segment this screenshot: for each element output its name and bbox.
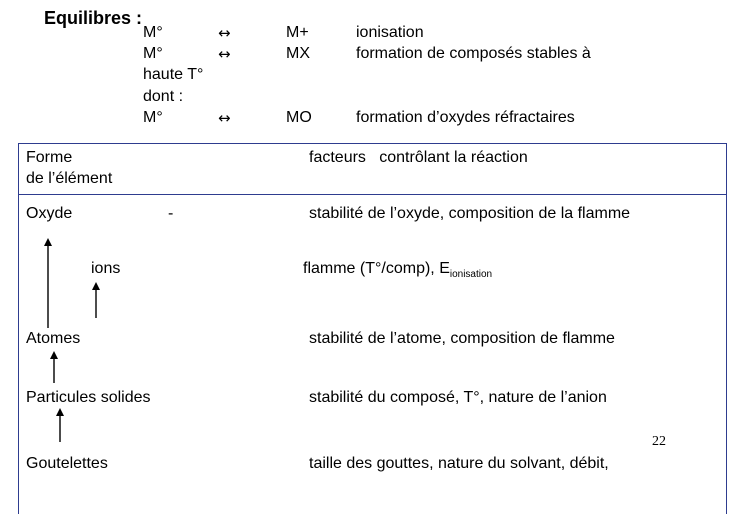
eq3-arrow: ↔ bbox=[218, 109, 231, 127]
eq3-right: MO bbox=[286, 109, 312, 126]
row-goutelettes-form: Goutelettes bbox=[26, 455, 108, 472]
section-title: Equilibres : bbox=[44, 8, 143, 28]
row-ions-factors: flamme (T°/comp), $E_{ionisation}$ bbox=[303, 260, 493, 281]
row-oxyde-dash: - bbox=[168, 205, 174, 222]
arrow-up-icon bbox=[46, 351, 62, 385]
eq3-desc: formation d’oxydes réfractaires bbox=[356, 109, 575, 126]
eq1-left: M° bbox=[143, 24, 163, 41]
table-header-divider bbox=[18, 194, 727, 195]
row-oxyde-form: Oxyde bbox=[26, 205, 73, 222]
eq2-left: M° bbox=[143, 45, 163, 62]
row-ions-form: ions bbox=[91, 260, 121, 277]
row-atomes-form: Atomes bbox=[26, 330, 81, 347]
eq2-continuation: haute T° bbox=[143, 66, 204, 83]
page-number: 22 bbox=[652, 434, 666, 449]
ionisation-subscript: ionisation bbox=[449, 269, 493, 281]
arrow-up-icon bbox=[40, 238, 56, 330]
row-atomes-factors: stabilité de l’atome, composition de flamme bbox=[309, 330, 615, 347]
row-goutelettes-factors: taille des gouttes, nature du solvant, débit, bbox=[309, 455, 609, 472]
row-particules-form: Particules solides bbox=[26, 389, 151, 406]
eq1-right: M+ bbox=[286, 24, 309, 41]
row-particules-factors: stabilité du composé, T°, nature de l’anion bbox=[309, 389, 607, 406]
arrow-up-icon bbox=[52, 408, 68, 444]
row-oxyde-factors: stabilité de l’oxyde, composition de la flamme bbox=[309, 205, 631, 222]
eq2-right: MX bbox=[286, 45, 310, 62]
header-form-line1: Forme bbox=[26, 149, 73, 166]
dont-label: dont : bbox=[143, 88, 184, 105]
header-form-line2: de l’élément bbox=[26, 170, 113, 187]
arrow-up-icon bbox=[88, 282, 104, 320]
eq2-arrow: ↔ bbox=[218, 45, 231, 63]
eq1-arrow: ↔ bbox=[218, 24, 231, 42]
eq2-desc: formation de composés stables à bbox=[356, 45, 591, 62]
header-factors: facteurs contrôlant la réaction bbox=[309, 149, 528, 166]
eq1-desc: ionisation bbox=[356, 24, 424, 41]
eq3-left: M° bbox=[143, 109, 163, 126]
